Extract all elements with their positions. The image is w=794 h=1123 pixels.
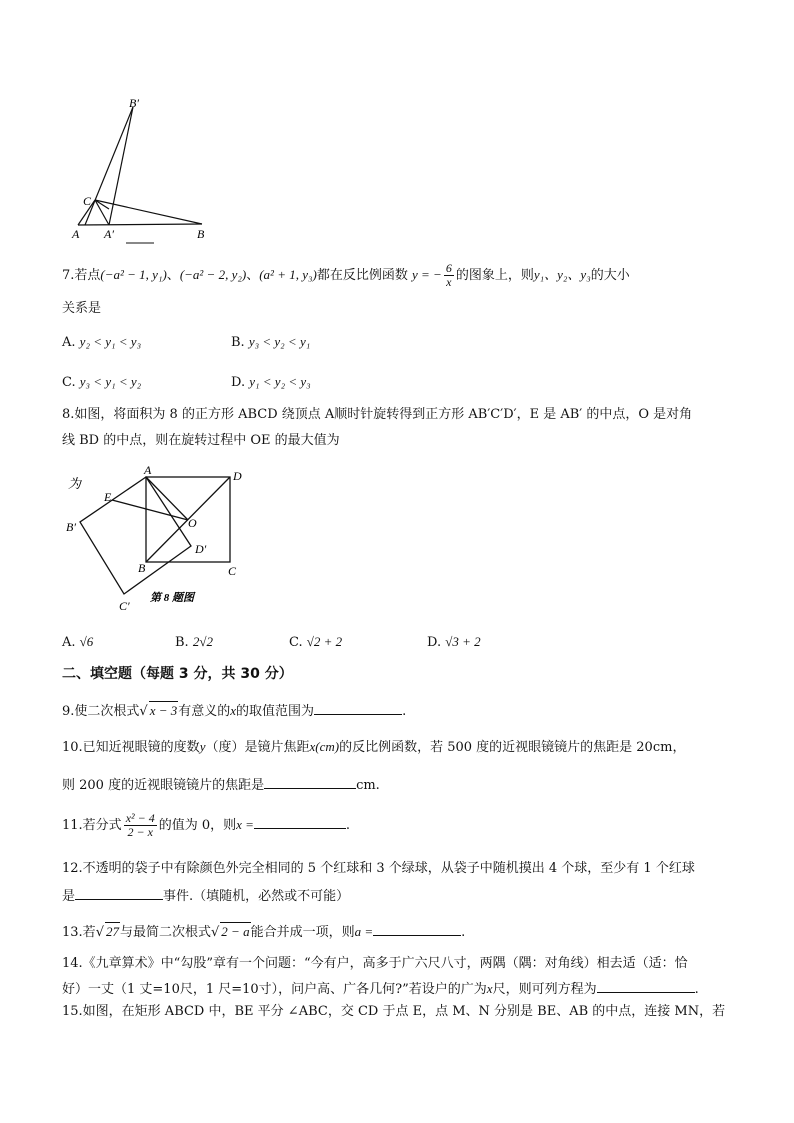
fig8-label-bprime: B′ xyxy=(66,520,76,534)
fig8-square-rotated xyxy=(80,477,191,594)
fig7-label-b: B xyxy=(197,227,205,241)
q7-end: 的大小 xyxy=(590,268,630,283)
q9-radicand: x − 3 xyxy=(149,703,178,718)
q7-func-fraction: $\frac{6}{x}$ xyxy=(445,261,452,289)
q11-answer-blank[interactable] xyxy=(254,814,346,829)
q8-option-a: A. √6 xyxy=(62,634,94,650)
q13-radicand1: 27 xyxy=(105,924,119,939)
fig8-label-d: D xyxy=(233,469,242,483)
q15-line1: 15.如图，在矩形 ABCD 中，BE 平分 ∠ABC，交 CD 于点 E，点 M、N 分别是 BE、AB 的中点，连接 MN，若 xyxy=(62,1004,726,1019)
fig8-caption: 第 8 题图 xyxy=(150,592,194,604)
q8-option-c: C. √2 + 2 xyxy=(289,634,343,650)
figure-q8 xyxy=(60,460,260,618)
q11-fraction: $\frac{\text{x² − 4}}{2 - x}$ xyxy=(125,811,155,839)
q9-line: 9.使二次根式√ x − 3有意义的x的取值范围为 . xyxy=(62,700,406,721)
q7-prefix: 7.若点 xyxy=(62,268,101,283)
q7-sep1: 、 xyxy=(166,268,180,283)
q7-option-b: B. y₃ < y₂ < y₁ xyxy=(231,334,311,350)
q7-func-lhs: y = − xyxy=(412,267,442,282)
fig7-label-a: A xyxy=(72,227,80,241)
q7-point3: (a² + 1, y₃) xyxy=(259,267,317,282)
fig8-label-e: E xyxy=(104,490,112,504)
fig7-label-aprime: A′ xyxy=(104,227,114,241)
q7-option-c: C. y₃ < y₁ < y₂ xyxy=(62,374,142,390)
q11-line: 11.若分式 $\frac{\text{x² − 4}}{2 - x}$ 的值为 0，则x = . xyxy=(62,811,351,839)
q7-suffix: 的图象上，则 xyxy=(455,268,534,283)
fig7-label-c: C xyxy=(83,194,92,208)
q10-line2: 则 200 度的近视眼镜镜片的焦距是 cm. xyxy=(62,774,380,795)
q8-stem-line2: 线 BD 的中点，则在旋转过程中 OE 的最大值为 xyxy=(62,433,340,448)
q7-stem-line1 xyxy=(62,262,630,289)
q7-option-d: D. y₁ < y₂ < y₃ xyxy=(231,374,311,390)
q8-option-d: D. √3 + 2 xyxy=(427,634,481,650)
fig8-line-a-o xyxy=(146,477,188,520)
q9-answer-blank[interactable] xyxy=(314,700,402,715)
q12-answer-blank[interactable] xyxy=(75,885,163,900)
q7-sep2: 、 xyxy=(246,268,260,283)
q7-point2: (−a² − 2, y₂) xyxy=(179,267,247,282)
q14-line1: 14.《九章算术》中“勾股”章有一个问题：“今有户，高多于广六尺八寸，两隅（隅：对角线）相去适（适：恰 xyxy=(62,956,688,971)
q12-line1: 12.不透明的袋子中有除颜色外完全相同的 5 个红球和 3 个绿球，从袋子中随机摸出 4 个球，至少有 1 个红球 xyxy=(62,861,695,876)
q14-line2: 好）一丈（1 丈=10尺，1 尺=10寸），问户高、广各几何?”若设户的广为x尺，则可列方程为 . xyxy=(62,978,699,999)
q8-stem-line1: 8.如图，将面积为 8 的正方形 ABCD 绕顶点 A顺时针旋转得到正方形 AB′C′D′，E 是 AB′ 的中点，O 是对角 xyxy=(62,407,693,422)
section-heading-fill-in: 二、填空题（每题 3 分，共 30 分） xyxy=(62,666,293,682)
q14-answer-blank[interactable] xyxy=(597,978,695,993)
q10-line1: 10.已知近视眼镜的度数y（度）是镜片焦距x(cm)的反比例函数，若 500 度的近视眼镜镜片的焦距是 20cm， xyxy=(62,739,686,755)
figure-q7 xyxy=(66,95,226,250)
q8-option-b: B. 2√2 xyxy=(175,634,213,650)
fig8-label-a: A xyxy=(144,463,152,477)
fig7-label-bprime: B′ xyxy=(129,96,139,110)
fig8-label-c: C xyxy=(228,564,237,578)
q8-fragment: 为 xyxy=(68,476,82,491)
q13-answer-blank[interactable] xyxy=(373,921,461,936)
q12-line2: 是 事件.（填随机，必然或不可能） xyxy=(62,885,349,906)
q7-stem-line2: 关系是 xyxy=(62,301,102,316)
fig7-line-c-aprime xyxy=(95,200,109,225)
fig7-line-a-b xyxy=(78,224,202,225)
q10-answer-blank[interactable] xyxy=(264,774,356,789)
q7-vars: y₁、y₂、y₃ xyxy=(533,267,591,282)
fig8-label-cprime: C′ xyxy=(119,599,130,613)
q13-radicand2: 2 − a xyxy=(221,924,250,939)
fig8-label-o: O xyxy=(188,516,197,530)
q7-mid: 都在反比例函数 xyxy=(316,268,408,283)
fig8-label-dprime: D′ xyxy=(195,542,207,556)
q13-line: 13.若√ 27与最简二次根式√ 2 − a能合并成一项，则a = . xyxy=(62,921,465,942)
fig8-label-b: B xyxy=(138,561,146,575)
q7-option-a: A. y₂ < y₁ < y₃ xyxy=(62,334,142,350)
fig8-line-e-o xyxy=(112,500,188,520)
q7-point1: (−a² − 1, y₁) xyxy=(100,267,167,282)
